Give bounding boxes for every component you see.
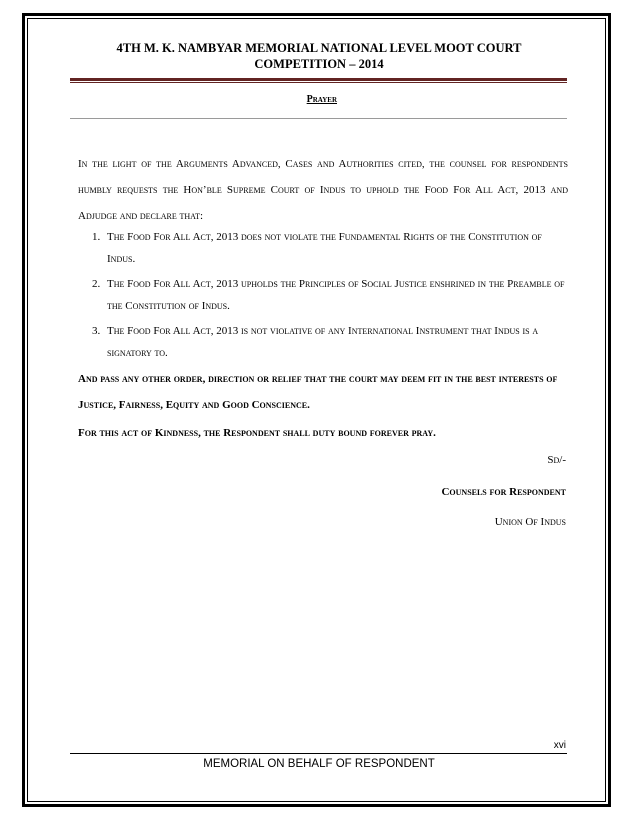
header-rule-thick bbox=[70, 78, 567, 81]
document-header bbox=[60, 40, 578, 72]
header-line-1: 4TH M. K. NAMBYAR MEMORIAL NATIONAL LEVEL MOOT COURT bbox=[116, 41, 522, 55]
kindness-paragraph: For this act of Kindness, the Respondent shall duty bound forever pray. bbox=[78, 427, 436, 439]
list-item bbox=[78, 273, 568, 317]
section-title: Prayer bbox=[306, 94, 337, 105]
signature-sd: Sd/- bbox=[547, 454, 566, 466]
intro-paragraph: In the light of the Arguments Advanced, Cases and Authorities cited, the counsel for respondents humbly requests the Hon’ble Supreme Court of Indus to uphold the Food For All Act, 2013 and Adjudge and declare that: bbox=[78, 158, 568, 222]
list-number: 2. bbox=[92, 278, 101, 290]
list-text: The Food For All Act, 2013 upholds the Principles of Social Justice enshrined in the Preamble of the Constitution of Indus. bbox=[107, 278, 565, 312]
list-item bbox=[78, 320, 568, 364]
footer-rule bbox=[70, 753, 567, 754]
section-divider bbox=[70, 118, 567, 119]
list-text: The Food For All Act, 2013 does not violate the Fundamental Rights of the Constitution of Indus. bbox=[107, 231, 542, 265]
signature-party: Union Of Indus bbox=[494, 516, 566, 528]
list-text: The Food For All Act, 2013 is not violative of any International Instrument that Indus is a signatory to. bbox=[107, 325, 539, 359]
header-rule-thin bbox=[70, 82, 567, 83]
header-line-2: COMPETITION – 2014 bbox=[254, 57, 384, 71]
page-number: xvi bbox=[553, 740, 566, 751]
list-number: 1. bbox=[92, 231, 101, 243]
signature-counsel: Counsels for Respondent bbox=[441, 486, 566, 498]
prayer-list bbox=[78, 226, 568, 367]
list-item bbox=[78, 226, 568, 270]
document-footer: MEMORIAL ON BEHALF OF RESPONDENT bbox=[203, 758, 435, 770]
list-number: 3. bbox=[92, 325, 101, 337]
closing-paragraph: And pass any other order, direction or relief that the court may deem fit in the best interests of Justice, Fairness, Equity and Good Conscience. bbox=[78, 373, 558, 411]
